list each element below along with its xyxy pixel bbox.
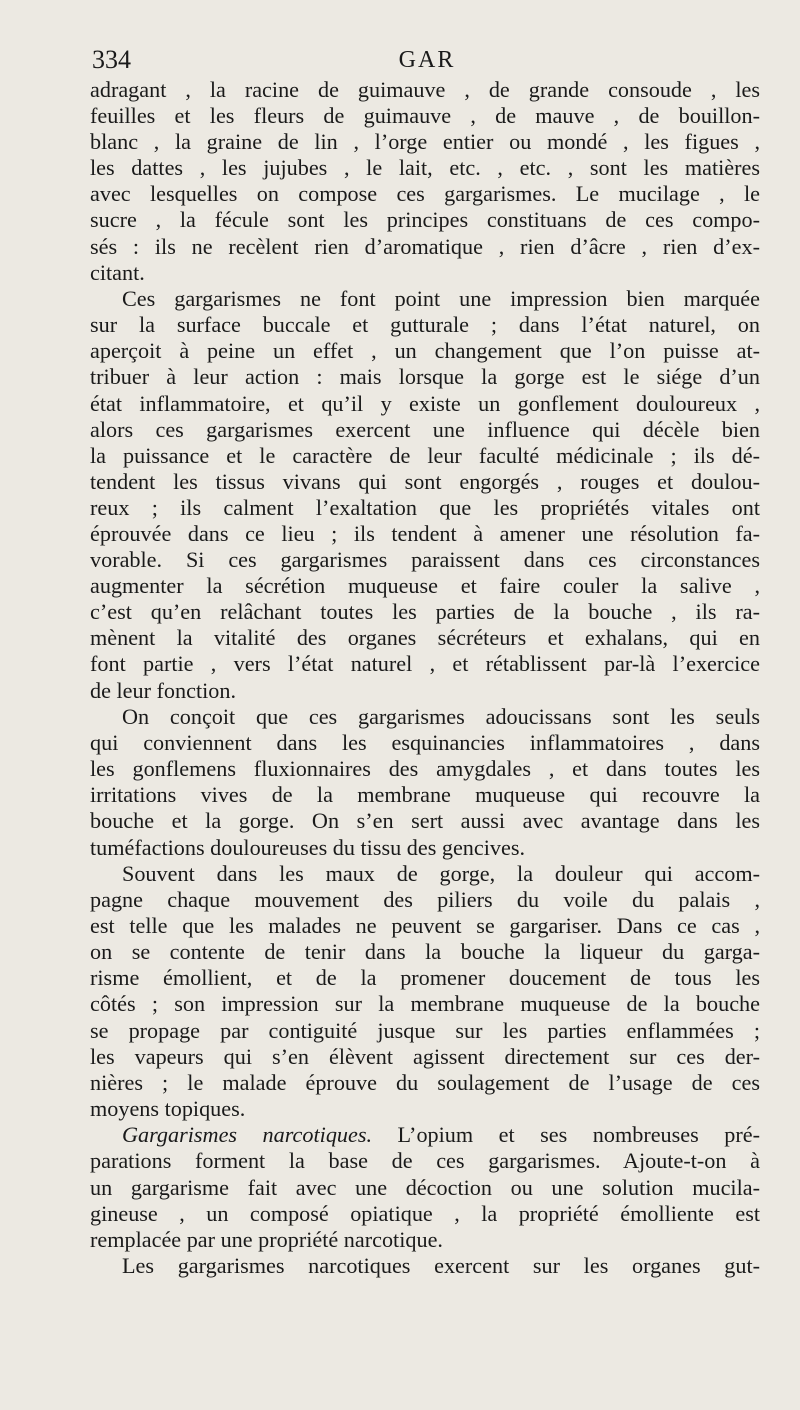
text-line: c’est qu’en relâchant toutes les parties de la bouche , ils ra- — [90, 599, 760, 625]
text-line: un gargarisme fait avec une décoction ou une solution mucila- — [90, 1174, 760, 1200]
text-line: parations forment la base de ces gargarismes. Ajoute-t-on à — [90, 1148, 760, 1174]
text-line: sucre , la fécule sont les principes constituans de ces compo- — [90, 207, 760, 233]
text-line — [90, 1122, 760, 1148]
text-line: adragant , la racine de guimauve , de grande consoude , les — [90, 77, 760, 102]
text-line: avec lesquelles on compose ces gargarismes. Le mucilage , le — [90, 181, 760, 207]
text-line: Ces gargarismes ne font point une impression bien marquée — [122, 286, 760, 312]
text-line: les dattes , les jujubes , le lait, etc. , etc. , sont les matières — [90, 155, 760, 181]
text-line: tuméfactions douloureuses du tissu des gencives. — [90, 834, 526, 860]
text-line: état inflammatoire, et qu’il y existe un gonflement douloureux , — [90, 390, 760, 416]
text-line: font partie , vers l’état naturel , et rétablissent par-là l’exercice — [90, 651, 760, 677]
paragraph — [90, 704, 760, 861]
paragraph — [90, 286, 760, 704]
text-line: est telle que les malades ne peuvent se gargariser. Dans ce cas , — [90, 913, 760, 939]
text-line: de leur fonction. — [90, 677, 237, 703]
text-line: bouche et la gorge. On s’en sert aussi avec avantage dans les — [90, 808, 760, 834]
text-line: alors ces gargarismes exercent une influence qui décèle bien — [90, 416, 760, 442]
paragraph — [90, 77, 760, 286]
paragraph — [90, 1253, 760, 1279]
text-line: tendent les tissus vivans qui sont engorgés , rouges et doulou- — [90, 468, 760, 494]
text-line: les gonflemens fluxionnaires des amygdales , et dans toutes les — [90, 756, 760, 782]
text-line: irritations vives de la membrane muqueuse qui recouvre la — [90, 782, 760, 808]
page-number: 334 — [92, 45, 131, 74]
paragraph — [90, 861, 760, 1122]
text-line: remplacée par une propriété narcotique. — [90, 1226, 443, 1252]
text-line: gineuse , un composé opiatique , la propriété émolliente est — [90, 1200, 760, 1226]
text-line: on se contente de tenir dans la bouche la liqueur du garga- — [90, 939, 760, 965]
section-heading-italic: Gargarismes narcotiques. — [122, 1122, 373, 1148]
text-line: feuilles et les fleurs de guimauve , de mauve , de bouillon- — [90, 103, 760, 129]
text-line: On conçoit que ces gargarismes adoucissans sont les seuls — [122, 704, 760, 730]
running-head: GAR — [398, 47, 456, 73]
text-line: mènent la vitalité des organes sécréteurs et exhalans, qui en — [90, 625, 760, 651]
text-line: moyens topiques. — [90, 1095, 246, 1121]
text-line: nières ; le malade éprouve du soulagement de l’usage de ces — [90, 1069, 760, 1095]
text-line: augmenter la sécrétion muqueuse et faire couler la salive , — [90, 573, 760, 599]
text-line: tribuer à leur action : mais lorsque la gorge est le siége d’un — [90, 364, 760, 390]
page-body — [90, 77, 760, 1280]
text-line: sur la surface buccale et gutturale ; dans l’état naturel, on — [90, 312, 760, 338]
paragraph — [90, 1122, 760, 1252]
text-line: risme émollient, et de la promener doucement de tous les — [90, 965, 760, 991]
text-run: L’opium et ses nombreuses pré- — [372, 1122, 760, 1148]
page-header — [92, 44, 762, 76]
text-line: qui conviennent dans les esquinancies inflammatoires , dans — [90, 730, 760, 756]
text-line: éprouvée dans ce lieu ; ils tendent à amener une résolution fa- — [90, 520, 760, 546]
text-line: Les gargarismes narcotiques exercent sur les organes gut- — [122, 1253, 760, 1279]
text-line: les vapeurs qui s’en élèvent agissent directement sur ces der- — [90, 1043, 760, 1069]
text-line: côtés ; son impression sur la membrane muqueuse de la bouche — [90, 991, 760, 1017]
text-line: pagne chaque mouvement des piliers du voile du palais , — [90, 887, 760, 913]
text-line: sés : ils ne recèlent rien d’aromatique , rien d’âcre , rien d’ex- — [90, 233, 760, 259]
text-line: la puissance et le caractère de leur faculté médicinale ; ils dé- — [90, 442, 760, 468]
text-line: se propage par contiguité jusque sur les parties enflammées ; — [90, 1017, 760, 1043]
text-line: citant. — [90, 259, 145, 285]
text-line: vorable. Si ces gargarismes paraissent dans ces circonstances — [90, 547, 760, 573]
text-line: Souvent dans les maux de gorge, la douleur qui accom- — [122, 860, 760, 886]
text-line: blanc , la graine de lin , l’orge entier ou mondé , les figues , — [90, 129, 760, 155]
text-line: reux ; ils calment l’exaltation que les propriétés vitales ont — [90, 494, 760, 520]
text-line: aperçoit à peine un effet , un changement que l’on puisse at- — [90, 338, 760, 364]
